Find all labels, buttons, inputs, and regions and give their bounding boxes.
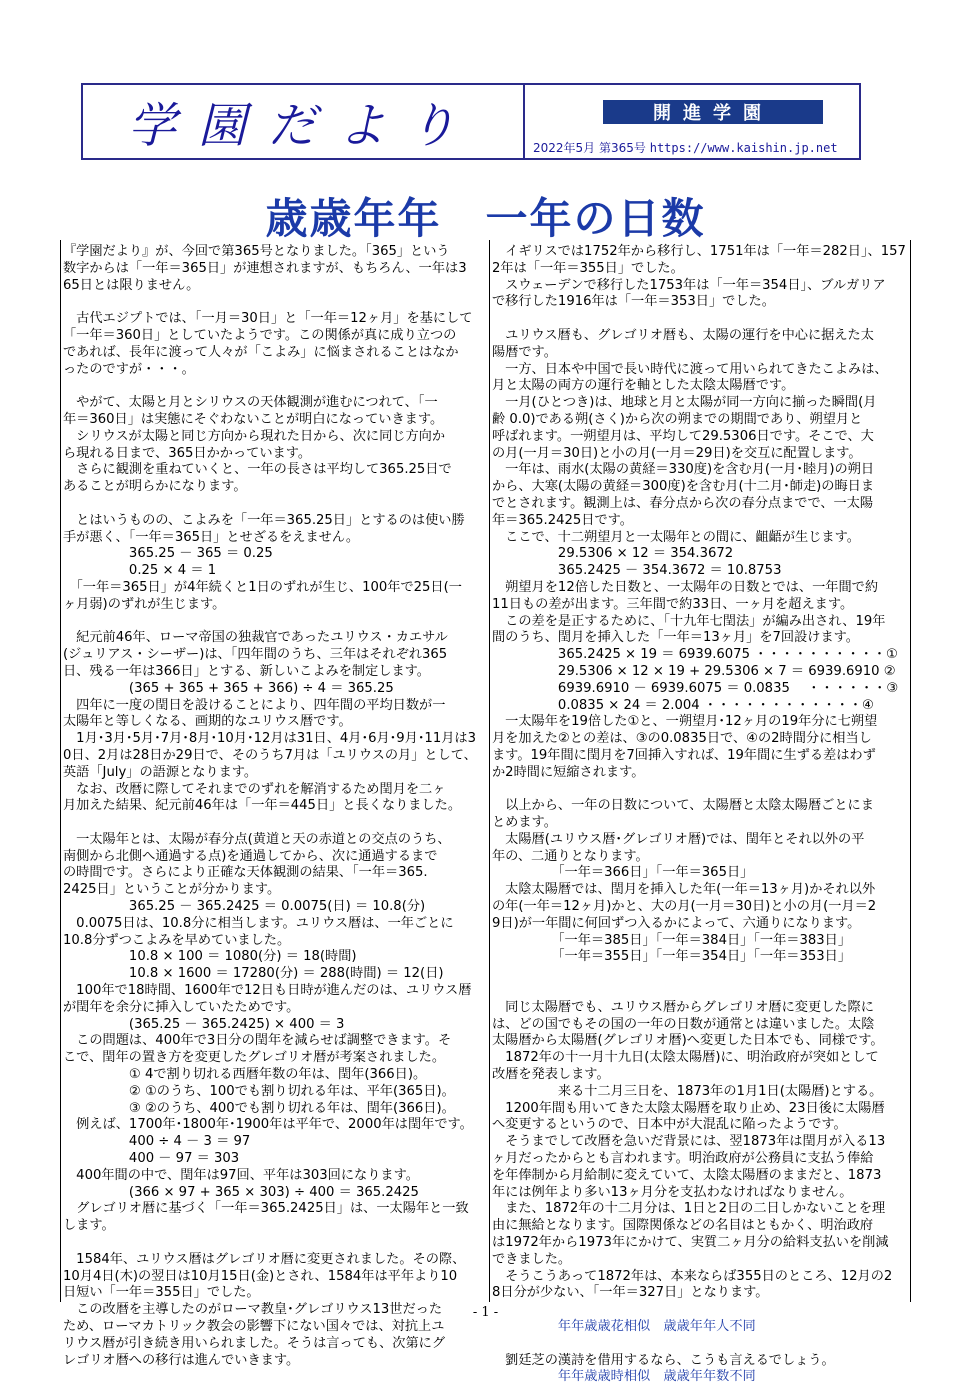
newsletter-title: 学園だより: [127, 98, 478, 154]
page-number: - 1 -: [472, 1305, 499, 1320]
right-column-line: でとされます。観測上は、春分点から次の春分点までで、一太陽: [492, 495, 874, 511]
school-name-banner: 開進学園: [603, 100, 823, 124]
left-column-line: 1584年、ユリウス暦はグレゴリオ暦に変更されました。その際、: [63, 1251, 466, 1267]
left-column-line: この改暦を主導したのがローマ教皇･グレゴリウス13世だった: [63, 1302, 443, 1318]
left-column-line: 400 ÷ 4 － 3 ＝ 97: [63, 1134, 251, 1150]
left-column-line: [63, 378, 487, 395]
right-column-line: で移行した1916年は「一年＝353日」でした。: [492, 294, 775, 310]
right-column-line: スウェーデンで移行した1753年は「一年＝354日」、ブルガリア: [492, 277, 886, 293]
left-column-line: 1月･3月･5月･7月･8月･10月･12月は31日、4月･6月･9月･11月は3: [63, 731, 476, 747]
left-column-line: 0.25 × 4 ＝ 1: [63, 563, 217, 579]
right-column-line: 一方、日本や中国で長い時代に渡って用いられてきたこよみは、: [492, 361, 888, 377]
left-column-line: 65日とは限りません。: [63, 277, 200, 293]
left-column-line: ため、ローマカトリック教会の影響下にない国々では、対抗上ユ: [63, 1319, 445, 1334]
left-column-line: 数字からは「一年＝365日」が連想されますが、もちろん、一年は3: [63, 260, 467, 276]
right-column-line: この差を是正するために、「十九年七閏法」が編み出され、19年: [492, 613, 886, 629]
right-column-line: 以上から、一年の日数について、太陽暦と太陰太陽暦ごとにま: [492, 798, 874, 814]
left-column-line: します。: [63, 1218, 115, 1234]
right-column-line: 年の、二通りとなります。: [492, 848, 649, 864]
right-column-line: へ変更するというので、日本中が大混乱に陥ったようです。: [492, 1117, 847, 1133]
newsletter-title-box: [83, 85, 525, 158]
right-column-line: 太陰太陽暦では、閏月を挿入した年(一年＝13ヶ月)かそれ以外: [492, 882, 876, 898]
right-column-line: ここで、十二朔望月と一太陽年との間に、齟齬が生じます。: [492, 529, 860, 545]
left-column-line: この問題は、400年で3日分の閏年を減らせば調整できます。そ: [63, 1033, 452, 1049]
right-column-line: 「一年＝366日」「一年＝365日」: [492, 865, 754, 881]
right-column-line: 呼ばれます。一朔望月は、平均して29.5306日です。そこで、大: [492, 428, 874, 444]
right-column-line: の年(一年＝12ヶ月)かと、大の月(一月＝30日)と小の月(一月＝2: [492, 899, 877, 915]
right-column-line: ユリウス暦も、グレゴリオ暦も、太陽の運行を中心に据えた太: [492, 327, 874, 343]
left-column-line: とはいうものの、こよみを「一年＝365.25日」とするのは使い勝: [63, 512, 465, 528]
right-column-line: そうまでして改暦を急いだ背景には、翌1873年は閏月が入る13: [492, 1134, 886, 1150]
right-column-line: 一太陽年を19倍した①と、一朔望月･12ヶ月の19年分に七朔望: [492, 714, 878, 730]
left-column-line: 10.8分ずつこよみを早めていました。: [63, 932, 291, 948]
right-column-line: 陽暦です。: [492, 344, 557, 360]
issue-date-number: 2022年5月 第365号: [533, 141, 646, 155]
left-column-line: (365.25 － 365.2425) × 400 ＝ 3: [63, 1016, 345, 1032]
left-column-line: (ジュリアス・シーザー)は、「四年間のうち、三年はそれぞれ365: [63, 647, 448, 663]
left-column-line: 0.0075日は、10.8分に相当します。ユリウス暦は、一年ごとに: [63, 915, 454, 931]
left-column-line: 古代エジプトでは、「一月＝30日」と「一年＝12ヶ月」を基にして: [63, 311, 473, 327]
left-column-line: 2425日」ということが分かります。: [63, 882, 281, 898]
left-column-line: こで、閏年の置き方を変更したグレゴリオ暦が考案されました。: [63, 1050, 446, 1066]
right-column-line: 間のうち、閏月を挿入した「一年＝13ヶ月」を7回設けます。: [492, 630, 859, 646]
left-border: [60, 240, 61, 1302]
left-column-line: ヶ月弱)のずれが生じます。: [63, 596, 226, 612]
left-column-line: 例えば、1700年･1800年･1900年は平年で、2000年は閏年です。: [63, 1117, 473, 1133]
right-column-line: か2時間に短縮されます。: [492, 764, 645, 780]
right-column-line: 年年歳歳花相似 歳歳年年人不同: [492, 1319, 756, 1334]
right-column-line: を年俸制から月給制に変えていて、太陰太陽暦のままだと、1873: [492, 1167, 882, 1183]
right-column-line: 6939.6910 － 6939.6075 ＝ 0.0835 ・・・・・・③: [492, 680, 899, 696]
right-column-line: 365.2425 × 19 ＝ 6939.6075 ・・・・・・・・・・①: [492, 647, 898, 663]
left-column-line: [63, 815, 487, 832]
right-column: [492, 244, 910, 1386]
article-title: 歳歳年年 一年の日数: [265, 194, 706, 243]
left-column-line: リウス暦が引き続き用いられました。そうは言っても、次第にグ: [63, 1335, 446, 1351]
right-column-line: 1200年間も用いてきた太陰太陽暦を取り止め、23日後に太陽暦: [492, 1100, 885, 1116]
left-column-line: が閏年を余分に挿入していたためです。: [63, 999, 300, 1015]
left-column-line: あることが明らかになります。: [63, 479, 247, 495]
right-column-line: ます。19年間に閏月を7回挿入すれば、19年間に生ずる差はわず: [492, 747, 876, 763]
right-column-line: 2年は「一年＝355日」でした。: [492, 260, 684, 276]
left-column-line: やがて、太陽と月とシリウスの天体観測が進むにつれて、「一: [63, 395, 438, 411]
right-column-line: 「一年＝355日」「一年＝354日」「一年＝353日」: [492, 949, 852, 965]
left-column-line: 0日、2月は28日か29日で、そのうち7月は「ユリウスの月」として、: [63, 747, 477, 763]
left-column-line: [63, 294, 487, 311]
right-column-line: 年には例年より多い13ヶ月分を支払わなければなりません。: [492, 1184, 853, 1200]
right-column-line: 由に無給となります。国際関係などの名目はともかく、明治政府: [492, 1218, 874, 1234]
right-column-line: 29.5306 × 12 ＝ 354.3672: [492, 546, 734, 562]
left-column-line: (365 + 365 + 365 + 366) ÷ 4 ＝ 365.25: [63, 680, 394, 696]
right-column-line: [492, 782, 910, 799]
left-column-line: 「一年＝360日」としていたようです。この関係が真に成り立つの: [63, 327, 457, 343]
right-column-line: そうこうあって1872年は、本来ならば355日のところ、12月の2: [492, 1268, 893, 1284]
left-column-line: ② ①のうち、100でも割り切れる年は、平年(365日)。: [63, 1083, 455, 1099]
left-column-line: 年＝360日」は実態にそぐわないことが明白になっていきます。: [63, 411, 444, 427]
right-column-line: の月(一月＝30日)と小の月(一月＝29日)を交互に配置します。: [492, 445, 862, 461]
right-column-line: 一年は、雨水(太陽の黄経＝330度)を含む月(一月･睦月)の朔日: [492, 462, 875, 478]
left-column-line: レゴリオ暦への移行は進んでいきます。: [63, 1352, 300, 1368]
left-column-line: ら現れる日まで、365日かかっています。: [63, 445, 312, 461]
right-column-line: また、1872年の十二月分は、1日と2日の二日しかないことを理: [492, 1201, 886, 1217]
left-column-line: 365.25 － 365.2425 ＝ 0.0075(日) ＝ 10.8(分): [63, 899, 426, 915]
right-column-line: 11日もの差が出ます。三年間で約33日、一ヶ月を超えます。: [492, 596, 854, 612]
right-column-line: 年年歳歳時相似 歳歳年年数不同: [492, 1369, 756, 1385]
left-column-line: ったのですが・・・。: [63, 361, 195, 377]
right-column-line: 0.0835 × 24 ＝ 2.004 ・・・・・・・・・・・・④: [492, 697, 874, 713]
right-column-line: 年＝365.2425日です。: [492, 512, 633, 528]
right-column-line: 朔望月を12倍した日数と、一太陽年の日数とでは、一年間で約: [492, 579, 879, 595]
left-column-line: なお、改暦に際してそれまでのずれを解消するため閏月を二ヶ: [63, 781, 446, 797]
right-column-line: 齢 0.0)である朔(さく)から次の朔までの期間であり、朔望月と: [492, 411, 863, 427]
website-url[interactable]: https://www.kaishin.jp.net: [649, 141, 838, 155]
left-column-line: 手が悪く、「一年＝365日」とせざるをえません。: [63, 529, 360, 545]
right-border: [910, 240, 911, 1302]
right-column-line: 29.5306 × 12 × 19 + 29.5306 × 7 ＝ 6939.6910 ②: [492, 663, 896, 679]
right-column-line: [492, 1336, 910, 1353]
right-column-line: イギリスでは1752年から移行し、1751年は「一年＝282日」、157: [492, 244, 906, 259]
right-column-line: 365.2425 － 354.3672 ＝ 10.8753: [492, 563, 782, 579]
left-column-line: 400年間の中で、閏年は97回、平年は303回になります。: [63, 1167, 419, 1183]
right-column-line: 月を加えた②との差は、③の0.0835日で、④の2時間分に相当し: [492, 731, 872, 747]
right-column-line: ヶ月だったからとも言われます。明治政府が公務員に支払う俸給: [492, 1151, 874, 1167]
right-column-line: は、どの国でもその国の一年の日数が通常とは違いました。太陰: [492, 1016, 875, 1032]
left-column-line: 『学園だより』が、今回で第365号となりました。「365」という: [63, 244, 450, 259]
right-column-line: 太陽暦から太陽暦(グレゴリオ暦)へ変更した日本でも、同様です。: [492, 1033, 884, 1049]
left-column-line: 月加えた結果、紀元前46年は「一年＝445日」と長くなりました。: [63, 798, 462, 814]
left-column-line: グレゴリオ暦に基づく「一年＝365.2425日」は、一太陽年と一致: [63, 1201, 469, 1217]
right-column-line: 改暦を発表します。: [492, 1067, 610, 1083]
right-column-line: [492, 966, 910, 983]
left-column-line: 紀元前46年、ローマ帝国の独裁官であったユリウス・カエサル: [63, 630, 448, 646]
left-column-line: 10.8 × 1600 ＝ 17280(分) ＝ 288(時間) ＝ 12(日): [63, 966, 444, 982]
right-column-line: できました。: [492, 1251, 572, 1267]
left-column: [63, 244, 487, 1369]
right-column-line: 月と太陽の両方の運行を軸とした太陰太陽暦です。: [492, 378, 795, 394]
right-column-line: 一月(ひとつき)は、地球と月と太陽が同一方向に揃った瞬間(月: [492, 395, 877, 411]
left-column-line: 400 － 97 ＝ 303: [63, 1151, 240, 1167]
newsletter-header: [81, 83, 861, 160]
left-column-line: 南側から北側へ通過する点)を通過してから、次に通過するまで: [63, 848, 438, 864]
left-column-line: 「一年＝365日」が4年続くと1日のずれが生じ、100年で25日(一: [63, 579, 462, 595]
right-column-line: 太陽暦(ユリウス暦･グレゴリオ暦)では、閏年とそれ以外の平: [492, 831, 865, 847]
left-column-line: 10.8 × 100 ＝ 1080(分) ＝ 18(時間): [63, 949, 357, 965]
right-column-line: [492, 983, 910, 1000]
right-column-line: 同じ太陽暦でも、ユリウス暦からグレゴリオ暦に変更した際に: [492, 999, 874, 1015]
left-column-line: 日短い「一年＝355日」でした。: [63, 1285, 260, 1301]
left-column-line: [63, 496, 487, 513]
left-column-line: 一太陽年とは、太陽が春分点(黄道と天の赤道との交点のうち、: [63, 831, 451, 847]
left-column-line: であれば、長年に渡って人々が「こよみ」に悩まされることはなか: [63, 344, 459, 360]
left-column-line: ③ ②のうち、400でも割り切れる年は、閏年(366日)。: [63, 1100, 455, 1116]
left-column-line: [63, 1235, 487, 1252]
left-column-line: 100年で18時間、1600年で12日も日時が進んだのは、ユリウス暦: [63, 983, 472, 999]
left-column-line: 英語「July」の語源となります。: [63, 764, 258, 780]
right-column-line: は1972年から1973年にかけて、実質二ヶ月分の給料支払いを削減: [492, 1235, 889, 1251]
right-column-line: 来る十二月三日を、1873年の1月1日(太陽暦)とする。: [492, 1083, 883, 1099]
issue-info: [533, 139, 857, 156]
right-column-line: とめます。: [492, 815, 557, 831]
center-divider: [489, 240, 490, 1302]
left-column-line: の時間です。さらにより正確な天体観測の結果、「一年＝365.: [63, 865, 428, 881]
left-column-line: 太陽年と等しくなる、画期的なユリウス暦です。: [63, 714, 352, 730]
left-column-line: さらに観測を重ねていくと、一年の長さは平均して365.25日で: [63, 462, 452, 478]
left-column-line: [63, 614, 487, 631]
right-column-line: 8日分が少ない、「一年＝327日」となります。: [492, 1285, 769, 1301]
left-column-line: 日、残る一年は366日」とする、新しいこよみを制定します。: [63, 663, 430, 679]
left-column-line: 10月4日(木)の翌日は10月15日(金)とされ、1584年は平年より10: [63, 1268, 458, 1284]
right-column-line: [492, 311, 910, 328]
right-column-line: 「一年＝385日」「一年＝384日」「一年＝383日」: [492, 932, 852, 948]
left-column-line: ① 4で割り切れる西暦年数の年は、閏年(366日)。: [63, 1067, 427, 1083]
right-column-line: 9日)が一年間に何回ずつ入るかによって、六通りになります。: [492, 915, 861, 931]
left-column-line: シリウスが太陽と同じ方向から現れた日から、次に同じ方向か: [63, 428, 446, 444]
left-column-line: 365.25 － 365 ＝ 0.25: [63, 546, 273, 562]
right-column-line: から、大寒(太陽の黄経＝300度)を含む月(十二月･師走)の晦日ま: [492, 479, 875, 495]
left-column-line: 四年に一度の閏日を設けることにより、四年間の平均日数が一: [63, 697, 446, 713]
right-column-line: 1872年の十一月十九日(太陰太陽暦)に、明治政府が突如として: [492, 1050, 879, 1066]
left-column-line: (366 × 97 + 365 × 303) ÷ 400 ＝ 365.2425: [63, 1184, 419, 1200]
right-column-line: 劉廷芝の漢詩を借用するなら、こうも言えるでしょう。: [492, 1352, 835, 1368]
